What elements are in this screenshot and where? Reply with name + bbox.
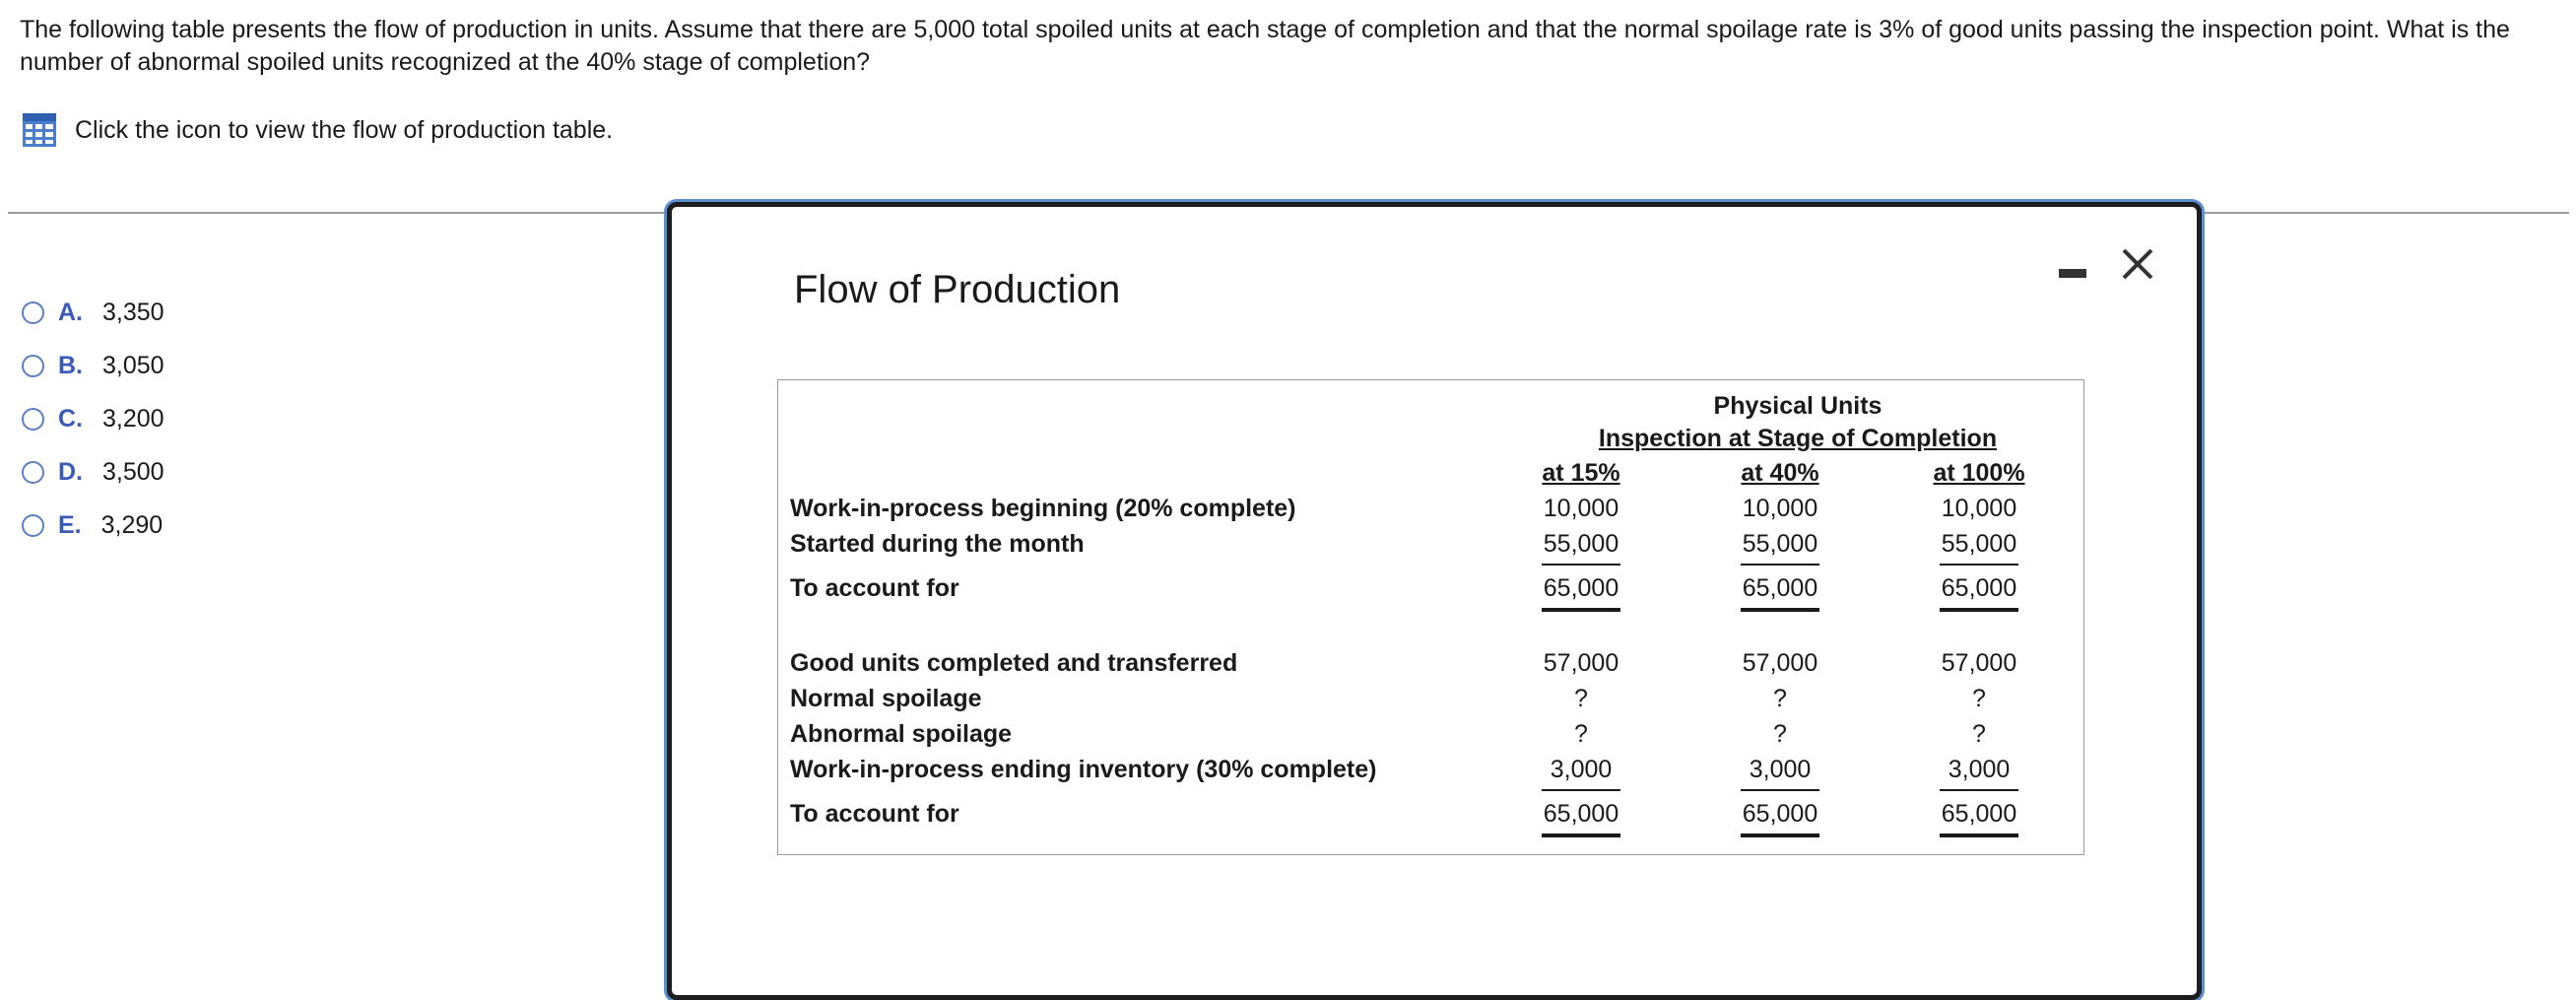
view-table-label[interactable]: Click the icon to view the flow of production table.	[75, 115, 614, 144]
sum-rule	[1542, 564, 1620, 566]
column-header-100: at 100%	[1933, 459, 2025, 487]
row-label: Work-in-process beginning (20% complete)	[790, 495, 1296, 522]
table-cell: ?	[1972, 685, 1986, 712]
table-cell: 3,000	[1749, 756, 1812, 783]
option-value: 3,350	[102, 298, 165, 326]
flow-of-production-modal	[667, 202, 2202, 1000]
table-cell: 55,000	[1543, 530, 1619, 558]
modal-title: Flow of Production	[794, 268, 1121, 311]
table-cell: 65,000	[1742, 574, 1818, 602]
table-cell: 10,000	[1742, 495, 1818, 522]
sum-rule	[1940, 789, 2018, 791]
option-c[interactable]	[22, 392, 165, 445]
table-cell: 10,000	[1941, 495, 2017, 522]
sum-rule	[1542, 789, 1620, 791]
table-cell: ?	[1773, 685, 1787, 712]
table-cell: ?	[1574, 685, 1588, 712]
table-cell: 57,000	[1742, 649, 1818, 677]
table-cell: 55,000	[1941, 530, 2017, 558]
sum-rule	[1940, 564, 2018, 566]
minimize-button[interactable]	[2056, 254, 2089, 288]
header-physical-units: Physical Units	[1713, 392, 1882, 420]
option-value: 3,290	[100, 510, 164, 539]
table-cell: 65,000	[1543, 574, 1619, 602]
total-double-rule	[1542, 608, 1620, 612]
row-label: Work-in-process ending inventory (30% complete)	[790, 756, 1377, 783]
row-label: To account for	[790, 800, 959, 828]
table-cell: 65,000	[1941, 800, 2017, 828]
table-cell: 57,000	[1941, 649, 2017, 677]
radio-icon[interactable]	[22, 301, 44, 324]
close-icon[interactable]	[2118, 244, 2157, 284]
total-double-rule	[1940, 833, 2018, 837]
answer-options	[22, 286, 165, 552]
table-cell: 65,000	[1941, 574, 2017, 602]
option-e[interactable]	[22, 499, 165, 552]
row-label: Started during the month	[790, 530, 1085, 558]
total-double-rule	[1741, 833, 1819, 837]
row-label: Good units completed and transferred	[790, 649, 1238, 677]
radio-icon[interactable]	[22, 514, 44, 537]
row-label: Abnormal spoilage	[790, 720, 1013, 748]
table-cell: 3,000	[1550, 756, 1613, 783]
flow-of-production-table	[777, 379, 2084, 855]
table-cell: 3,000	[1948, 756, 2011, 783]
row-label: To account for	[790, 574, 959, 602]
table-cell: ?	[1972, 720, 1986, 748]
table-grid-icon[interactable]	[22, 112, 57, 148]
option-letter: E.	[58, 510, 82, 539]
option-d[interactable]	[22, 445, 165, 499]
total-double-rule	[1741, 608, 1819, 612]
option-letter: C.	[58, 404, 83, 433]
option-a[interactable]	[22, 286, 165, 339]
question-text: The following table presents the flow of production in units. Assume that there are 5,000 total spoiled units at each stage of completion and that the normal spoilage rate is 3% of good units passing the inspection point. What is the number of abnormal spoiled units recognized at the 40% stage of completion?	[20, 16, 2510, 76]
option-value: 3,200	[102, 404, 165, 433]
radio-icon[interactable]	[22, 408, 44, 431]
close-button[interactable]	[2118, 244, 2157, 284]
option-letter: D.	[58, 457, 83, 486]
sum-rule	[1741, 564, 1819, 566]
sum-rule	[1741, 789, 1819, 791]
table-cell: 57,000	[1543, 649, 1619, 677]
table-cell: ?	[1574, 720, 1588, 748]
table-cell: 55,000	[1742, 530, 1818, 558]
column-header-40: at 40%	[1741, 459, 1819, 487]
view-table-link[interactable]	[22, 112, 613, 148]
column-header-15: at 15%	[1542, 459, 1620, 487]
table-cell: 10,000	[1543, 495, 1619, 522]
option-value: 3,500	[102, 457, 165, 486]
table-cell: 65,000	[1742, 800, 1818, 828]
total-double-rule	[1542, 833, 1620, 837]
option-b[interactable]	[22, 339, 165, 392]
total-double-rule	[1940, 608, 2018, 612]
option-letter: A.	[58, 298, 83, 326]
table-cell: ?	[1773, 720, 1787, 748]
row-label: Normal spoilage	[790, 685, 982, 712]
option-value: 3,050	[102, 351, 165, 379]
radio-icon[interactable]	[22, 355, 44, 377]
header-inspection-stage: Inspection at Stage of Completion	[1598, 425, 1998, 452]
option-letter: B.	[58, 351, 83, 379]
radio-icon[interactable]	[22, 461, 44, 484]
minimize-icon[interactable]	[2059, 269, 2086, 278]
table-cell: 65,000	[1543, 800, 1619, 828]
